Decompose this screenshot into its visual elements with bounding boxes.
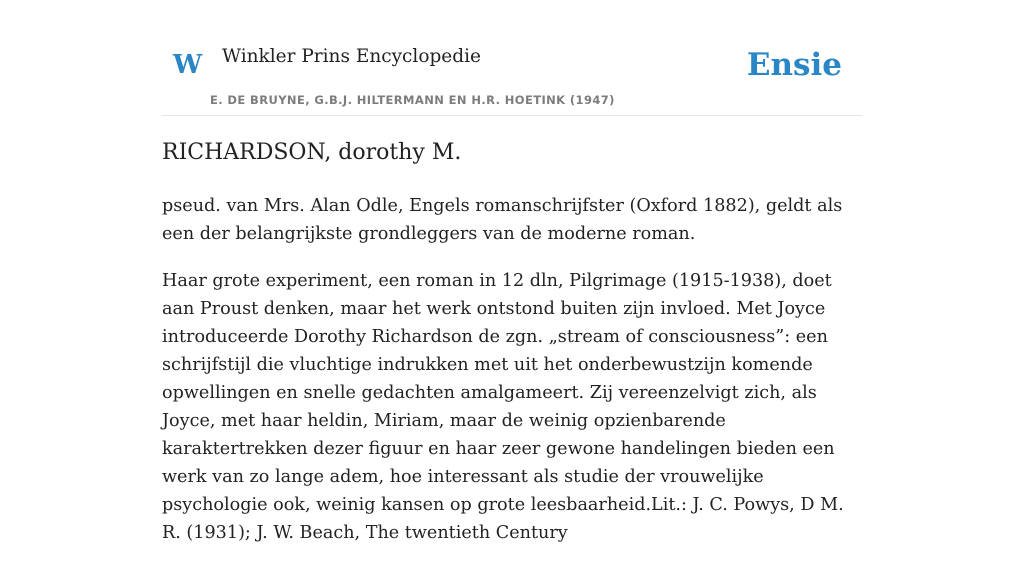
site-header bbox=[162, 0, 862, 116]
article-paragraph: Haar grote experiment, een roman in 12 dln, Pilgrimage (1915-1938), doet aan Proust denken, maar het werk ontstond buiten zijn invloed. Met Joyce introduceerde Dorothy Richardson de zgn. „stream of consciousness”: een schrijfstijl die vluchtige indrukken met uit het onderbewustzijn komende opwellingen en snelle gedachten amalgameert. Zij vereenzelvigt zich, als Joyce, met haar heldin, Miriam, maar de weinig opzienbarende karaktertrekken dezer figuur en haar zeer gewone handelingen bieden een werk van zo lange adem, hoe interessant als studie der vrouwelijke psychologie ook, weinig kansen op grote leesbaarheid.Lit.: J. C. Powys, D M. R. (1931); J. W. Beach, The twentieth Century bbox=[162, 271, 844, 543]
content-container bbox=[162, 0, 862, 543]
publication-authors: E. DE BRUYNE, G.B.J. HILTERMANN EN H.R. HOETINK (1947) bbox=[210, 93, 615, 107]
publication-logo[interactable]: W bbox=[173, 50, 203, 80]
article-title: RICHARDSON, dorothy M. bbox=[162, 140, 462, 165]
article-body bbox=[162, 192, 862, 566]
ensie-brand-logo[interactable]: Ensie bbox=[746, 47, 842, 83]
publication-title[interactable]: Winkler Prins Encyclopedie bbox=[222, 46, 481, 67]
article-paragraph: pseud. van Mrs. Alan Odle, Engels romanschrijfster (Oxford 1882), geldt als een der belangrijkste grondleggers van de moderne roman. bbox=[162, 196, 843, 244]
